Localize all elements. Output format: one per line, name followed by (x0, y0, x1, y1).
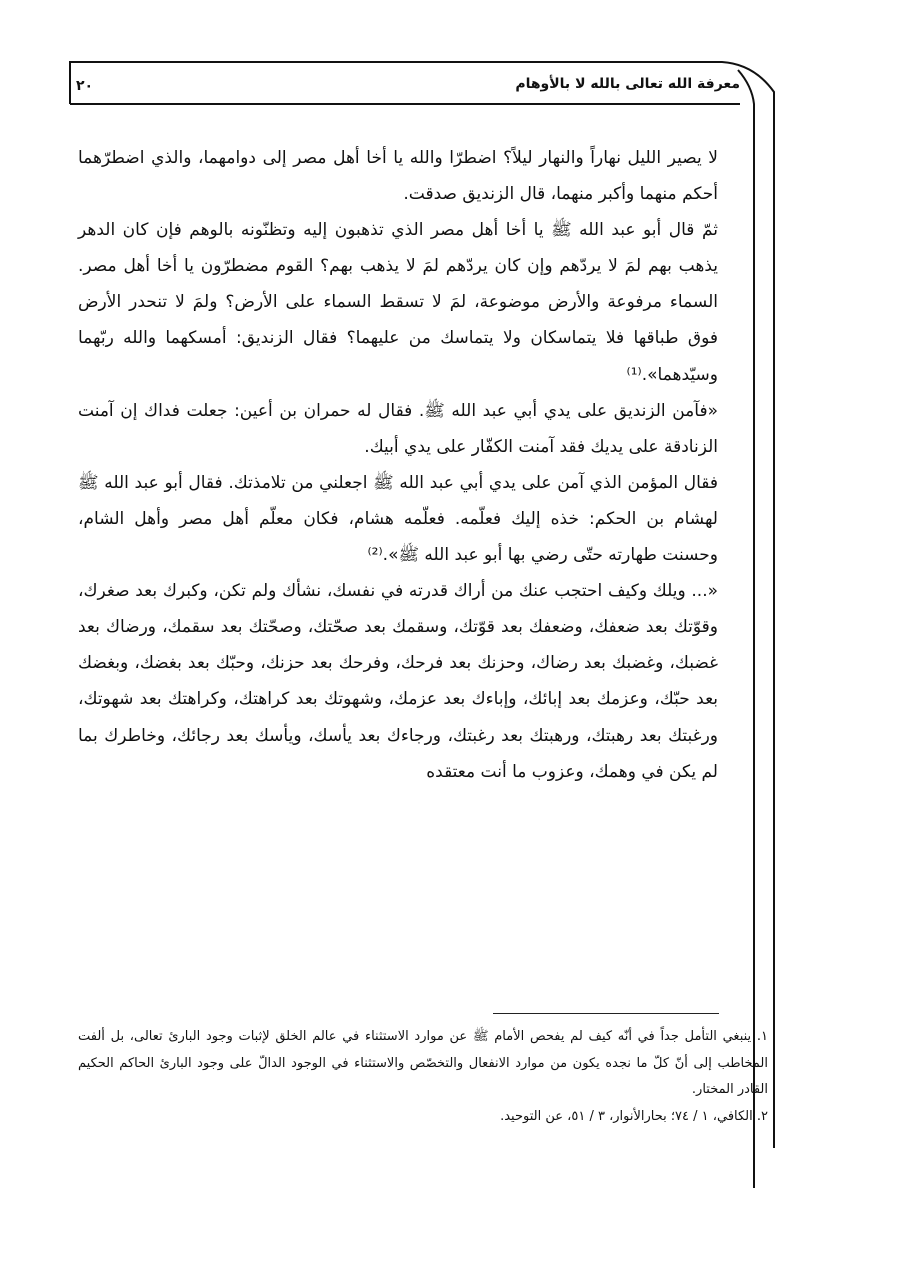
footnote-item: ١. ينبغي التأمل جداً في أنّه كيف لم يفحص الأمام ﷺ عن موارد الاستثناء في عالم الخلق لإثبات وجود البارئ تعالى، بل ألفت المخاطب إلى أنّ كلّ ما نجده يكون من موارد الانفعال والتخصّص والاستثناء في الوجود الدالّ على وجود البارئ الحاكم الحكيم القادر المختار. (78, 1029, 768, 1097)
footnotes (78, 1024, 768, 1130)
paragraph: «فآمن الزنديق على يدي أبي عبد الله ﷺ. فقال له حمران بن أعين: جعلت فداك إن آمنت الزنادقة على يديك فقد آمنت الكفّار على يدي أبيك. (78, 400, 718, 457)
paragraph: «... ويلك وكيف احتجب عنك من أراك قدرته في نفسك، نشأك ولم تكن، وكبرك بعد صغرك، وقوّتك بعد ضعفك، وضعفك بعد قوّتك، وسقمك بعد صحّتك، وصحّتك بعد سقمك، ورضاك بعد غضبك، وغضبك بعد رضاك، وحزنك بعد فرحك، وفرحك بعد حزنك، وحبّك بعد بغضك، وبغضك بعد حبّك، وعزمك بعد إبائك، وإباءك بعد عزمك، وشهوتك بعد كراهتك، وكراهتك بعد شهوتك، ورغبتك بعد رهبتك، ورهبتك بعد رغبتك، ورجاءك بعد يأسك، ويأسك بعد رجائك، وخاطرك بما لم يكن في وهمك، وعزوب ما أنت معتقده (78, 581, 718, 782)
paragraph: فقال المؤمن الذي آمن على يدي أبي عبد الله ﷺ اجعلني من تلامذتك. فقال أبو عبد الله ﷺ لهشام بن الحكم: خذه إليك فعلّمه. فعلّمه هشام، فكان معلّم أهل مصر وأهل الشام، وحسنت طهارته حتّى رضي بها أبو عبد الله ﷺ».⁽²⁾ (78, 472, 718, 566)
page-header (70, 74, 740, 104)
paragraph: لا يصير الليل نهاراً والنهار ليلاً؟ اضطرّا والله يا أخا أهل مصر إلى دوامهما، والذي اضطرّهما أحكم منهما وأكبر منهما، قال الزنديق صدقت. (78, 148, 718, 205)
footnote-item: ٢. الكافي، ١ / ٧٤؛ بحارالأنوار، ٣ / ٥١، عن التوحيد. (500, 1108, 768, 1124)
page-number: ٢٠ (76, 78, 94, 94)
main-text (78, 140, 718, 790)
footnote-separator (493, 1013, 719, 1014)
paragraph: ثمّ قال أبو عبد الله ﷺ يا أخا أهل مصر الذي تذهبون إليه وتظنّونه بالوهم فإن كان الدهر يذهب بهم لمَ لا يردّهم وإن كان يردّهم لمَ لا يذهب بهم؟ القوم مضطرّون يا أخا أهل مصر. السماء مرفوعة والأرض موضوعة، لمَ لا تسقط السماء على الأرض؟ ولمَ لا تنحدر الأرض فوق طباقها فلا يتماسكان ولا يتماسك من عليهما؟ فقال الزنديق: أمسكهما والله ربّهما وسيّدهما».⁽¹⁾ (78, 220, 718, 385)
running-title: معرفة الله تعالى بالله لا بالأوهام (515, 76, 740, 92)
